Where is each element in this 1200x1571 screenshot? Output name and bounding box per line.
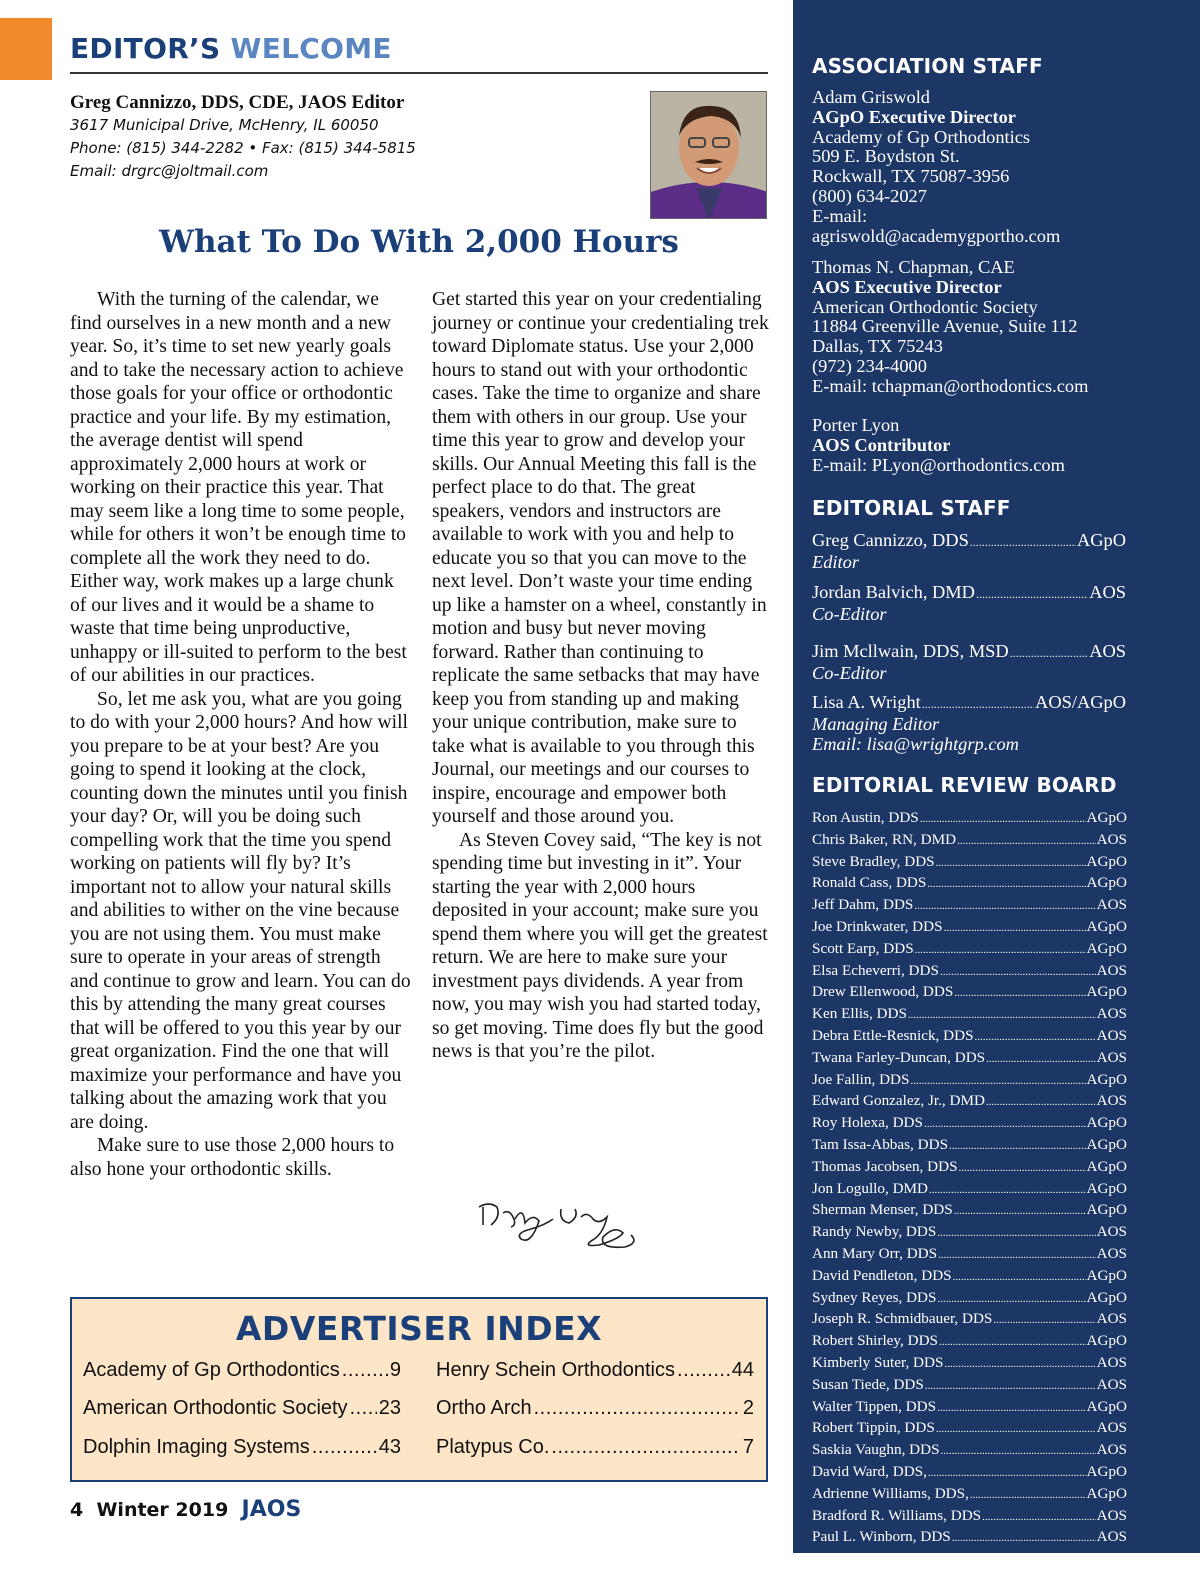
review-board-member bbox=[812, 1200, 1127, 1222]
member-name: Steve Bradley, DDS bbox=[812, 852, 935, 870]
review-board-member bbox=[812, 1527, 1127, 1549]
member-name: Ron Austin, DDS bbox=[812, 809, 919, 826]
member-name: Robert Tippin, DDS bbox=[812, 1419, 935, 1437]
staff-sidebar bbox=[793, 0, 1200, 1568]
editor-entry-name: Jim Mcllwain, DDS, MSD bbox=[812, 641, 1009, 661]
staff-entry bbox=[812, 258, 1192, 397]
member-org: AOS bbox=[1096, 1441, 1127, 1459]
review-board-member bbox=[812, 1462, 1127, 1484]
editorial-staff-heading: EDITORIAL STAFF bbox=[812, 496, 1011, 520]
review-board-member bbox=[812, 1506, 1127, 1528]
editor-phone: Phone: (815) 344-2282 • Fax: (815) 344-5815 bbox=[70, 139, 416, 157]
editor-entry-role: Co-Editor bbox=[812, 603, 887, 624]
member-name: Adrienne Williams, DDS, bbox=[812, 1484, 969, 1502]
advertiser-page: 44 bbox=[731, 1359, 754, 1381]
editor-entry-role: Editor bbox=[812, 551, 860, 572]
journal-name: JAOS bbox=[241, 1497, 302, 1522]
section-header-part1: EDITOR’S bbox=[70, 32, 221, 65]
review-board-member bbox=[812, 852, 1127, 874]
member-name: Tam Issa-Abbas, DDS bbox=[812, 1135, 949, 1153]
staff-role: AOS Contributor bbox=[812, 434, 951, 455]
advertiser-name: Henry Schein Orthodontics bbox=[436, 1359, 676, 1381]
member-name: Ann Mary Orr, DDS bbox=[812, 1244, 938, 1262]
staff-name: Thomas N. Chapman, CAE bbox=[812, 257, 1015, 277]
staff-name: Porter Lyon bbox=[812, 415, 900, 435]
editor-address: 3617 Municipal Drive, McHenry, IL 60050 bbox=[70, 116, 379, 134]
member-name: Ken Ellis, DDS bbox=[812, 1005, 907, 1023]
staff-line: Rockwall, TX 75087-3956 bbox=[812, 166, 1010, 187]
member-org: AOS bbox=[1096, 1506, 1127, 1524]
editor-entry-name: Lisa A. Wright bbox=[812, 692, 921, 712]
member-name: Jeff Dahm, DDS bbox=[812, 896, 914, 914]
review-board-member bbox=[812, 1222, 1127, 1244]
member-name: Sydney Reyes, DDS bbox=[812, 1288, 937, 1306]
member-name: Jon Logullo, DMD bbox=[812, 1179, 929, 1197]
page-footer bbox=[70, 1497, 301, 1522]
article-paragraph: As Steven Covey said, “The key is not spending time but investing in it”. Your starting the year with 2,000 hours deposited in your account; make sure you spend them where you will get the greatest return. We are here to make sure your investment pays dividends. A year from now, you may wish you had started today, so get moving. Time does fly but the good news is that you’re the pilot. bbox=[432, 829, 768, 1062]
staff-email[interactable]: agriswold@academygportho.com bbox=[812, 225, 1061, 246]
advertiser-entry[interactable] bbox=[436, 1397, 754, 1420]
issue-label: Winter 2019 bbox=[96, 1499, 229, 1521]
member-org: AGpO bbox=[1086, 1332, 1127, 1350]
review-board-member bbox=[812, 830, 1127, 852]
advertiser-entry[interactable] bbox=[83, 1397, 401, 1420]
editor-entry bbox=[812, 583, 1192, 625]
editor-entry-name: Greg Cannizzo, DDS bbox=[812, 530, 969, 550]
member-org: AOS bbox=[1096, 1048, 1127, 1066]
review-board-member bbox=[812, 1135, 1127, 1157]
staff-line: Dallas, TX 75243 bbox=[812, 336, 943, 357]
member-org: AOS bbox=[1096, 1244, 1127, 1262]
advertiser-entry[interactable] bbox=[436, 1359, 754, 1382]
member-org: AOS bbox=[1096, 961, 1127, 979]
advertiser-page: 43 bbox=[378, 1436, 401, 1458]
member-org: AOS bbox=[1096, 1353, 1127, 1371]
editor-entry-name: Jordan Balvich, DMD bbox=[812, 582, 975, 602]
member-org: AGpO bbox=[1086, 939, 1127, 957]
member-name: Walter Tippen, DDS bbox=[812, 1397, 937, 1415]
member-name: Ronald Cass, DDS bbox=[812, 874, 927, 892]
member-org: AGpO bbox=[1086, 1397, 1127, 1415]
member-org: AOS bbox=[1096, 1310, 1127, 1328]
review-board-member bbox=[812, 1048, 1127, 1070]
staff-entry bbox=[812, 416, 1192, 475]
section-header bbox=[70, 32, 392, 65]
review-board-member bbox=[812, 1418, 1127, 1440]
editor-entry bbox=[812, 531, 1192, 573]
review-board-member bbox=[812, 1288, 1127, 1310]
advertiser-index-title: ADVERTISER INDEX bbox=[235, 1309, 603, 1348]
association-staff-heading: ASSOCIATION STAFF bbox=[812, 54, 1043, 78]
member-org: AOS bbox=[1096, 1223, 1127, 1241]
member-name: Paul L. Winborn, DDS bbox=[812, 1528, 951, 1546]
page-number: 4 bbox=[70, 1499, 84, 1521]
member-org: AOS bbox=[1096, 1092, 1127, 1110]
advertiser-page: 23 bbox=[378, 1397, 401, 1419]
member-name: Debra Ettle-Resnick, DDS bbox=[812, 1026, 974, 1044]
review-board-member bbox=[812, 1484, 1127, 1506]
member-name: Saskia Vaughn, DDS bbox=[812, 1441, 940, 1459]
member-name: Scott Earp, DDS bbox=[812, 939, 914, 957]
review-board-member bbox=[812, 1309, 1127, 1331]
article-paragraph: With the turning of the calendar, we find ourselves in a new month and a new year. So, it’s time to set new yearly goals and to take the necessary action to achieve those goals for your office or orthodontic practice and your life. By my estimation, the average dentist will spend approximately 2,000 hours at work or working on their practice this year. That may seem like a long time to some people, while for others it won’t be enough time to complete all the work they need to do. Either way, work makes up a large chunk of our lives and it would be a shame to waste that time being unproductive, unhappy or ill-suited to perform to the best of our abilities in our practices. bbox=[70, 289, 407, 686]
advertiser-name: Academy of Gp Orthodontics bbox=[83, 1359, 340, 1381]
advertiser-name: Ortho Arch bbox=[436, 1397, 532, 1419]
member-name: David Ward, DDS, bbox=[812, 1462, 927, 1480]
member-org: AGpO bbox=[1086, 1201, 1127, 1219]
member-name: Joe Fallin, DDS bbox=[812, 1070, 910, 1088]
advertiser-page: 2 bbox=[742, 1397, 754, 1419]
staff-line: Academy of Gp Orthodontics bbox=[812, 126, 1031, 147]
member-name: Susan Tiede, DDS bbox=[812, 1375, 924, 1393]
staff-line: E-mail: bbox=[812, 205, 868, 226]
member-name: Chris Baker, RN, DMD bbox=[812, 830, 957, 848]
staff-line: 509 E. Boydston St. bbox=[812, 146, 960, 167]
review-board-heading: EDITORIAL REVIEW BOARD bbox=[812, 773, 1117, 797]
editor-email: Email: drgrc@joltmail.com bbox=[70, 162, 269, 180]
review-board-member bbox=[812, 895, 1127, 917]
editor-entry-email[interactable]: Email: lisa@wrightgrp.com bbox=[812, 733, 1019, 754]
editor-entry bbox=[812, 642, 1192, 684]
member-org: AGpO bbox=[1086, 1157, 1127, 1175]
member-org: AOS bbox=[1096, 1005, 1127, 1023]
review-board-member bbox=[812, 1113, 1127, 1135]
review-board-member bbox=[812, 1179, 1127, 1201]
editor-signature bbox=[475, 1195, 650, 1257]
member-name: Elsa Echeverri, DDS bbox=[812, 961, 939, 979]
editor-entry-org: AOS bbox=[1089, 582, 1126, 602]
review-board-member bbox=[812, 1266, 1127, 1288]
advertiser-index-box bbox=[70, 1297, 768, 1482]
member-org: AGpO bbox=[1086, 1135, 1127, 1153]
review-board-member bbox=[812, 1353, 1127, 1375]
member-name: Twana Farley-Duncan, DDS bbox=[812, 1048, 986, 1066]
review-board-member bbox=[812, 1026, 1127, 1048]
advertiser-entry[interactable] bbox=[83, 1359, 401, 1382]
member-org: AGpO bbox=[1086, 852, 1127, 870]
review-board-member bbox=[812, 939, 1127, 961]
review-board-list bbox=[812, 808, 1127, 1571]
article-title: What To Do With 2,000 Hours bbox=[159, 224, 679, 260]
review-board-member bbox=[812, 873, 1127, 895]
review-board-member bbox=[812, 1091, 1127, 1113]
article-column-2 bbox=[432, 288, 770, 1064]
member-org: AGpO bbox=[1086, 874, 1127, 892]
member-org: AOS bbox=[1096, 830, 1127, 848]
member-name: Joseph R. Schmidbauer, DDS bbox=[812, 1310, 993, 1328]
review-board-member bbox=[812, 1549, 1127, 1571]
advertiser-entry[interactable] bbox=[83, 1436, 401, 1459]
staff-role: AGpO Executive Director bbox=[812, 106, 1016, 127]
advertiser-name: Platypus Co. bbox=[436, 1436, 550, 1458]
review-board-member bbox=[812, 1440, 1127, 1462]
article-paragraph: So, let me ask you, what are you going to do with your 2,000 hours? And how will you prepare to be at your best? Are you going to spend it looking at the clock, counting down the minutes until you finish your day? Or, will you be doing such compelling work that the time you spend working on patients will fly by? It’s important not to allow your natural skills and abilities to wither on the vine because you are not using them. You must make sure to operate in your areas of strength and continue to grow and learn. You can do this by attending the many great courses that will be offered to you this year by our great organization. Find the one that will maximize your performance and have you talking about the amazing work that you are doing. bbox=[70, 688, 411, 1133]
member-org: AOS bbox=[1096, 1419, 1127, 1437]
review-board-member bbox=[812, 1331, 1127, 1353]
member-org: AGpO bbox=[1086, 1114, 1127, 1132]
member-name: Roy Holexa, DDS bbox=[812, 1114, 923, 1132]
staff-line: 11884 Greenville Avenue, Suite 112 bbox=[812, 316, 1078, 337]
member-org: AGpO bbox=[1086, 1288, 1127, 1306]
editor-entry-org: AGpO bbox=[1076, 530, 1126, 550]
member-name: Edward Gonzalez, Jr., DMD bbox=[812, 1092, 985, 1110]
member-org: AOS bbox=[1096, 1375, 1127, 1393]
member-name: Thomas Jacobsen, DDS bbox=[812, 1157, 958, 1175]
member-org: AGpO bbox=[1086, 1484, 1127, 1502]
member-name: William Wyatt, Sr., DDS bbox=[812, 1550, 963, 1568]
editor-photo bbox=[650, 91, 767, 219]
member-name: Randy Newby, DDS bbox=[812, 1223, 937, 1241]
member-org: AOS bbox=[1096, 1528, 1127, 1546]
member-org: AGpO bbox=[1086, 1266, 1127, 1284]
advertiser-name: American Orthodontic Society bbox=[83, 1397, 348, 1419]
review-board-member bbox=[812, 1375, 1127, 1397]
member-name: Drew Ellenwood, DDS bbox=[812, 983, 954, 1001]
member-org: AOS bbox=[1096, 896, 1127, 914]
editor-contact bbox=[70, 92, 416, 183]
member-name: Joe Drinkwater, DDS bbox=[812, 917, 943, 935]
editor-name: Greg Cannizzo, DDS, CDE, JAOS Editor bbox=[70, 92, 405, 113]
member-name: Bradford R. Williams, DDS bbox=[812, 1506, 982, 1524]
editor-entry-org: AOS/AGpO bbox=[1035, 692, 1126, 712]
review-board-member bbox=[812, 1070, 1127, 1092]
member-org: AGpO bbox=[1086, 1462, 1127, 1480]
article-paragraph: Make sure to use those 2,000 hours to also hone your orthodontic skills. bbox=[70, 1135, 395, 1180]
section-tab-marker bbox=[0, 18, 52, 80]
staff-entry bbox=[812, 88, 1192, 246]
review-board-member bbox=[812, 808, 1127, 830]
review-board-member bbox=[812, 961, 1127, 983]
member-name: Kimberly Suter, DDS bbox=[812, 1353, 944, 1371]
member-org: AOS bbox=[1096, 1026, 1127, 1044]
article-column-1 bbox=[70, 288, 412, 1181]
editor-entry-role: Managing Editor bbox=[812, 713, 940, 734]
review-board-member bbox=[812, 1397, 1127, 1419]
advertiser-page: 9 bbox=[389, 1359, 401, 1381]
staff-email[interactable]: E-mail: PLyon@orthodontics.com bbox=[812, 454, 1065, 475]
review-board-member bbox=[812, 1244, 1127, 1266]
staff-line: (800) 634-2027 bbox=[812, 185, 927, 206]
member-name: David Pendleton, DDS bbox=[812, 1266, 952, 1284]
member-org: AGpO bbox=[1086, 1070, 1127, 1088]
advertiser-name: Dolphin Imaging Systems bbox=[83, 1436, 310, 1458]
member-org: AGpO bbox=[1086, 983, 1127, 1001]
editor-entry-role: Co-Editor bbox=[812, 662, 887, 683]
advertiser-page: 7 bbox=[742, 1436, 754, 1458]
review-board-member bbox=[812, 1157, 1127, 1179]
review-board-member bbox=[812, 917, 1127, 939]
review-board-member bbox=[812, 1004, 1127, 1026]
staff-name: Adam Griswold bbox=[812, 87, 930, 107]
member-org: AOS bbox=[1096, 1550, 1127, 1568]
member-org: AGpO bbox=[1086, 809, 1127, 826]
editor-entry-org: AOS bbox=[1089, 641, 1126, 661]
staff-line: American Orthodontic Society bbox=[812, 296, 1038, 317]
member-org: AGpO bbox=[1086, 917, 1127, 935]
article-paragraph: Get started this year on your credentialing journey or continue your credentialing trek toward Diplomate status. Use your 2,000 hours to stand out with your orthodontic cases. Take the time to organize and share them with others in our group. Use your time this year to grow and develop your skills. Our Annual Meeting this fall is the perfect place to do that. The great speakers, vendors and instructors are available to work with you and help to educate you so that you can move to the next level. Don’t waste your time ending up like a hamster on a wheel, constantly in motion and busy but never moving forward. Rather than continuing to replicate the same setbacks that may have keep you from standing up and making your unique contribution, make sure to take what is available to you through this Journal, our meetings and our courses to inspire, encourage and empower both yourself and those around you. bbox=[432, 289, 769, 827]
header-rule bbox=[70, 72, 768, 74]
member-org: AGpO bbox=[1086, 1179, 1127, 1197]
staff-line: (972) 234-4000 bbox=[812, 355, 927, 376]
section-header-part2: WELCOME bbox=[230, 32, 392, 65]
review-board-member bbox=[812, 982, 1127, 1004]
staff-email[interactable]: E-mail: tchapman@orthodontics.com bbox=[812, 375, 1089, 396]
advertiser-entry[interactable] bbox=[436, 1436, 754, 1459]
member-name: Robert Shirley, DDS bbox=[812, 1332, 938, 1350]
staff-role: AOS Executive Director bbox=[812, 276, 1002, 297]
member-name: Sherman Menser, DDS bbox=[812, 1201, 953, 1219]
editor-entry bbox=[812, 693, 1192, 754]
